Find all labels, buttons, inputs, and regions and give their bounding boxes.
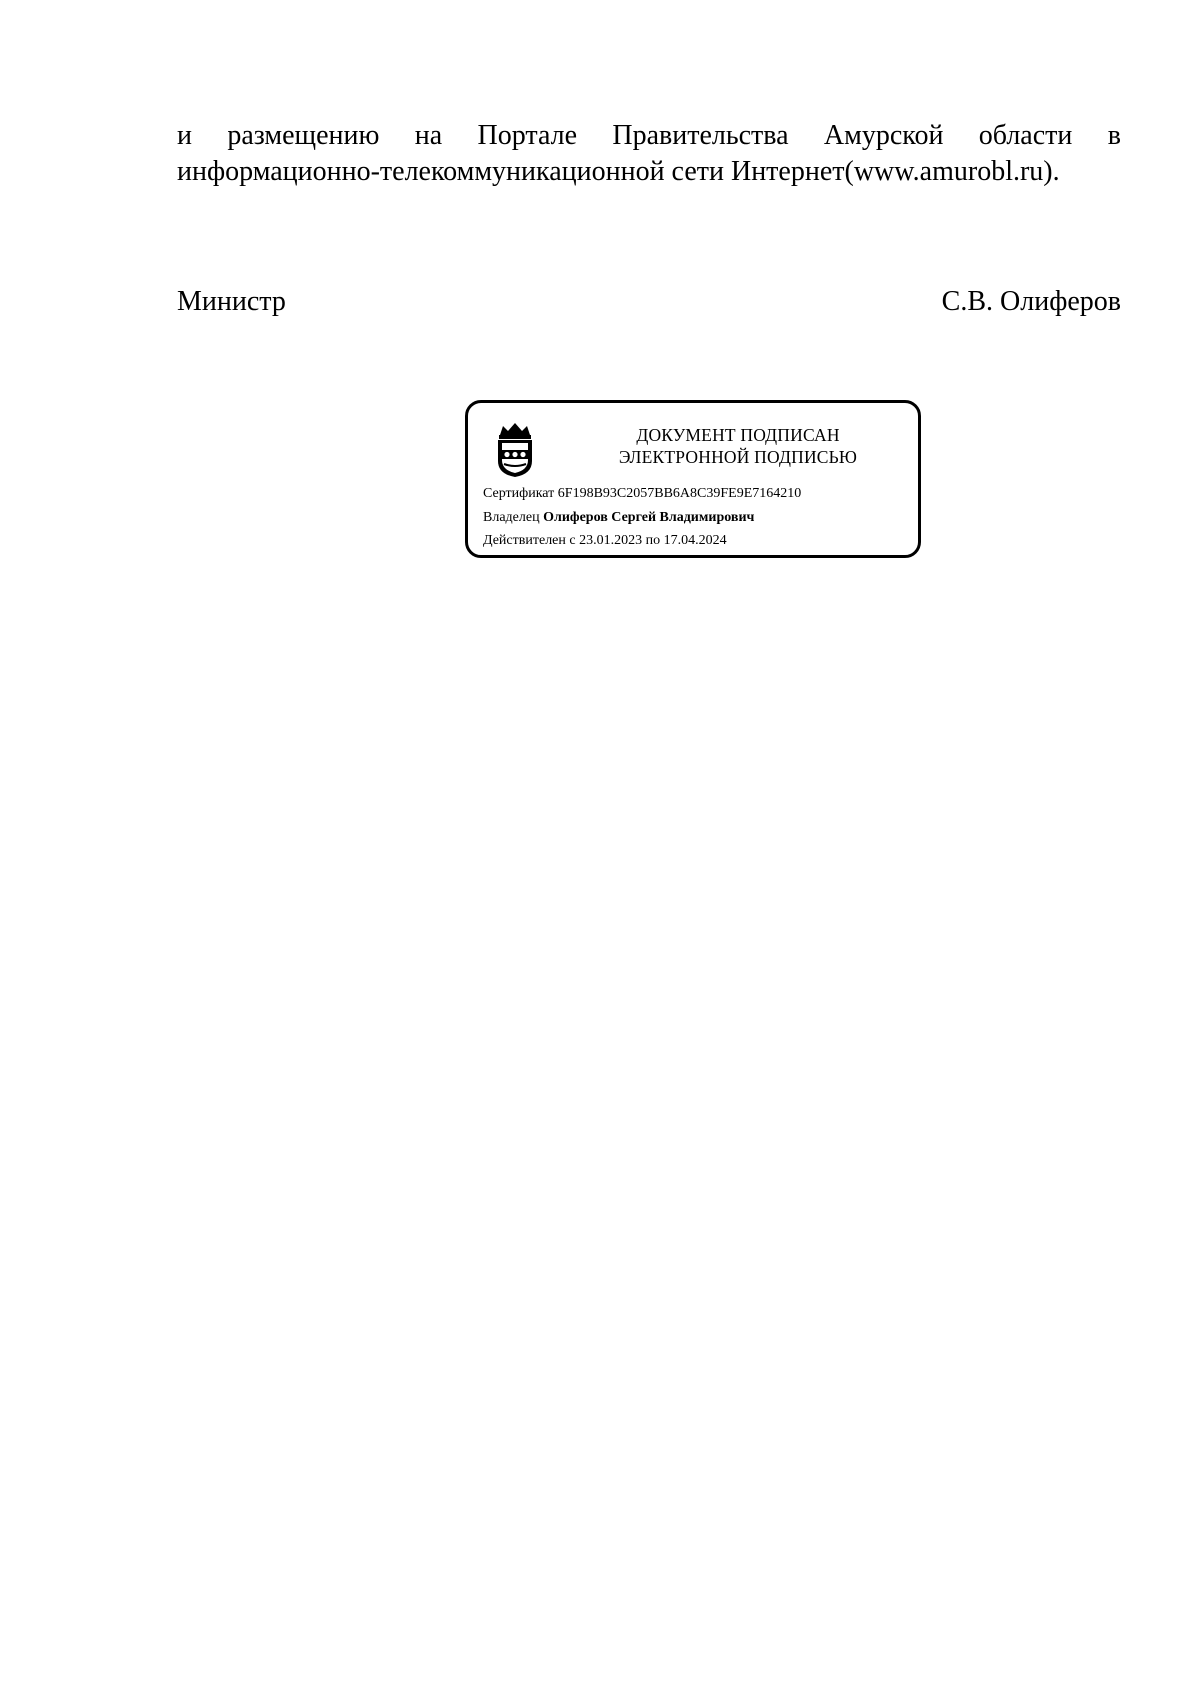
word: области <box>978 120 1073 151</box>
word: Правительства <box>612 120 789 151</box>
paragraph-line-2: информационно-телекоммуникационной сети Интернет(www.amurobl.ru). <box>177 156 1060 187</box>
body-paragraph <box>177 118 1121 190</box>
stamp-title-line: ЭЛЕКТРОННОЙ ПОДПИСЬЮ <box>618 447 858 467</box>
validity-row <box>483 532 727 550</box>
valid-to: 17.04.2024 <box>663 533 727 548</box>
signatory-name: С.В. Олиферов <box>941 286 1121 317</box>
owner-value: Олиферов Сергей Владимирович <box>543 510 755 525</box>
valid-from: 23.01.2023 <box>579 533 643 548</box>
word: и <box>177 120 192 151</box>
valid-label: Действителен с <box>483 533 576 548</box>
certificate-row <box>483 485 801 503</box>
stamp-title-line: ДОКУМЕНТ ПОДПИСАН <box>636 425 840 445</box>
owner-label: Владелец <box>483 510 540 525</box>
word: в <box>1107 120 1121 151</box>
word: на <box>414 120 443 151</box>
electronic-signature-stamp <box>465 400 921 558</box>
certificate-value: 6F198B93C2057BB6A8C39FE9E7164210 <box>557 486 802 501</box>
paragraph-line-1 <box>177 118 1121 154</box>
amur-region-coat-of-arms-icon <box>494 421 536 479</box>
stamp-title <box>568 424 908 468</box>
word: Амурской <box>823 120 944 151</box>
owner-row <box>483 509 754 527</box>
signatory-role: Министр <box>177 286 286 317</box>
certificate-label: Сертификат <box>483 486 555 501</box>
valid-to-label: по <box>645 533 661 548</box>
word: размещению <box>227 120 380 151</box>
word: Портале <box>477 120 578 151</box>
